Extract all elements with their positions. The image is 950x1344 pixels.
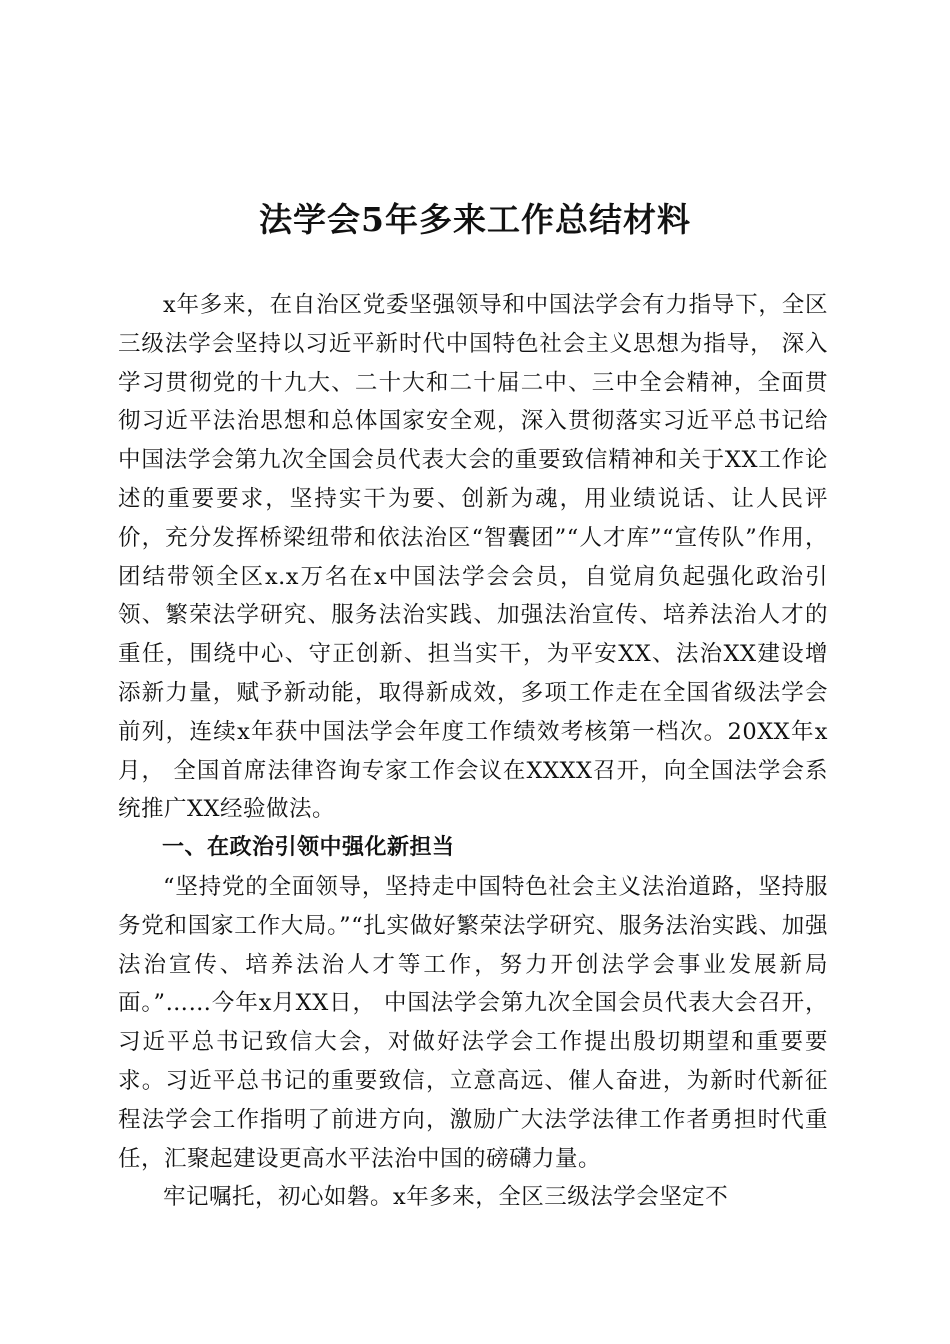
quote-paragraph: “坚持党的全面领导，坚持走中国特色社会主义法治道路，坚持服务党和国家工作大局。”“扎实做好繁荣法学研究、服务法治实践、加强法治宣传、培养法治人才等工作，努力开创法学会事业发展新局面。”……今年x月XX日， 中国法学会第九次全国会员代表大会召开，习近平总书记致信大会，对做好法学会工作提出殷切期望和重要要求。习近平总书记的重要致信，立意高远、催人奋进，为新时代新征程法学会工作指明了前进方向，激励广大法学法律工作者勇担时代重任，汇聚起建设更高水平法治中国的磅礴力量。 xyxy=(118,873,828,1172)
closing-paragraph: 牢记嘱托，初心如磐。x年多来，全区三级法学会坚定不 xyxy=(163,1184,729,1211)
intro-paragraph: x年多来，在自治区党委坚强领导和中国法学会有力指导下，全区三级法学会坚持以习近平新时代中国特色社会主义思想为指导， 深入学习贯彻党的十九大、二十大和二十届二中、三中全会精神，全面贯彻习近平法治思想和总体国家安全观，深入贯彻落实习近平总书记给中国法学会第九次全国会员代表大会的重要致信精神和关于XX工作论述的重要要求，坚持实干为要、创新为魂，用业绩说话、让人民评价，充分发挥桥梁纽带和依法治区“智囊团”“人才库”“宣传队”作用，团结带领全区x.x万名在x中国法学会会员，自觉肩负起强化政治引领、繁荣法学研究、服务法治实践、加强法治宣传、培养法治人才的重任，围绕中心、守正创新、担当实干，为平安XX、法治XX建设增添新力量，赋予新动能，取得新成效，多项工作走在全国省级法学会前列，连续x年获中国法学会年度工作绩效考核第一档次。20XX年x月， 全国首席法律咨询专家工作会议在XXXX召开，向全国法学会系统推广XX经验做法。 xyxy=(118,292,828,823)
document-title: 法学会5年多来工作总结材料 xyxy=(259,200,691,239)
section-heading: 一、在政治引领中强化新担当 xyxy=(162,835,455,861)
document-body xyxy=(118,286,828,1217)
